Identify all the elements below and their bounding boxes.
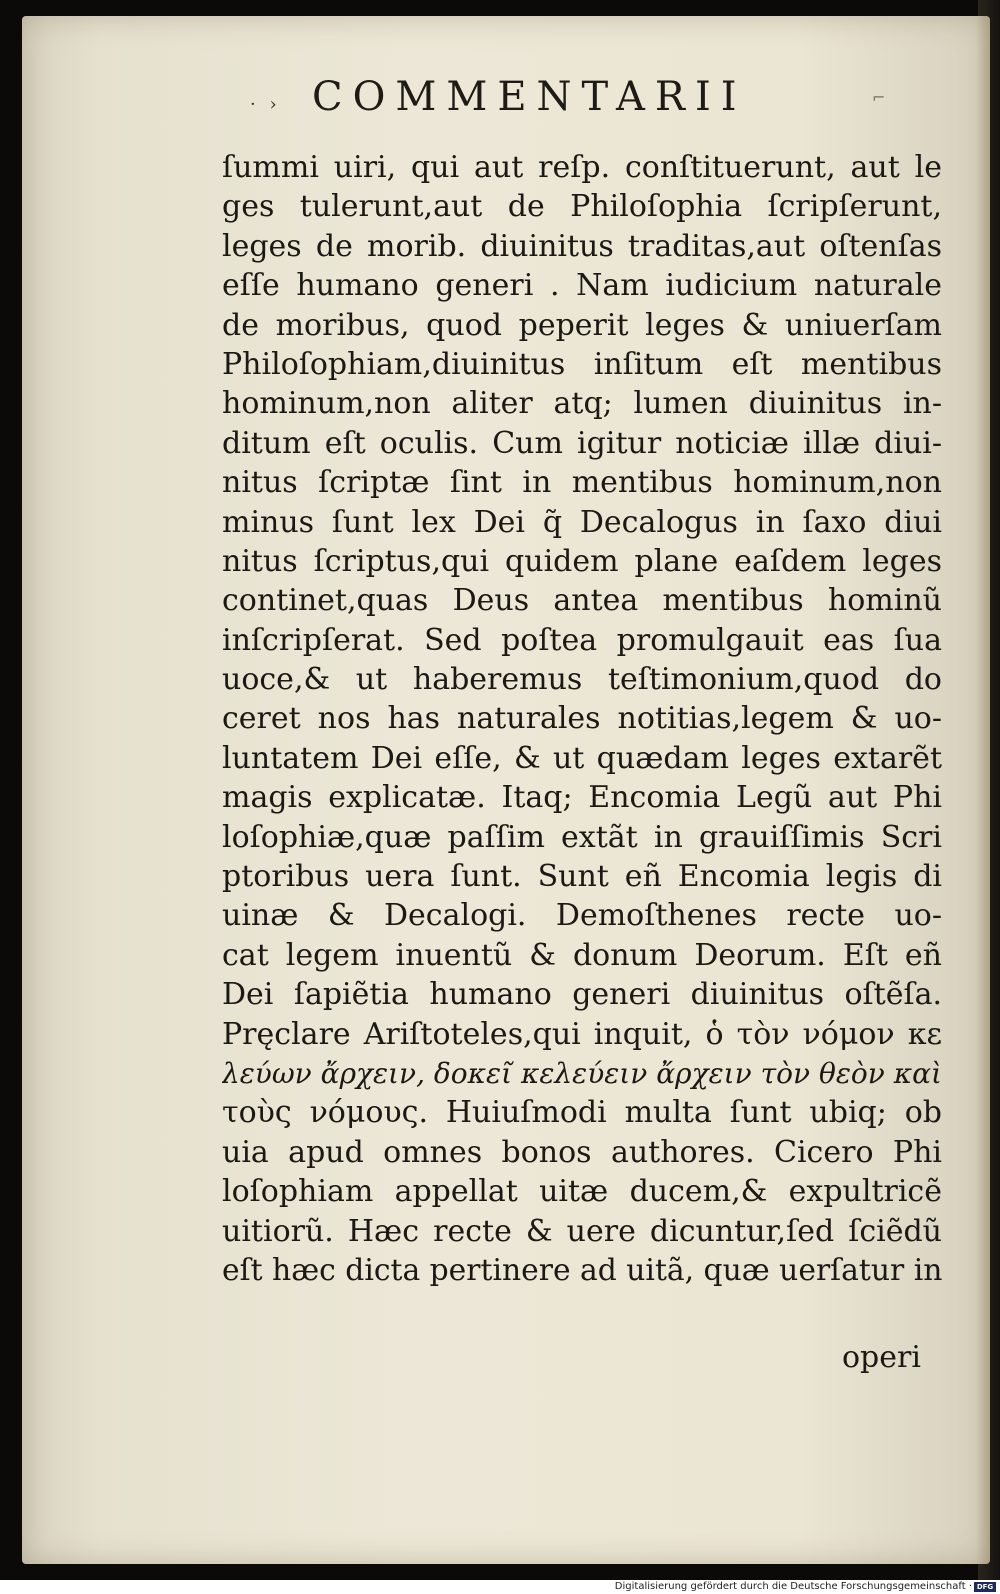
catchword: operi (842, 1340, 921, 1375)
greek-text-line: λεύων ἄρχειν, δοκεῖ κελεύειν ἄρχειν τὸν θεὸν καὶ (222, 1056, 942, 1090)
ornament-right: ⌐ (872, 88, 886, 107)
text-line: cat legem inuentũ & donum Deorum. Eſt eñ (222, 937, 942, 973)
text-line: loſophiam appellat uitæ ducem,& expultricẽ (222, 1174, 942, 1210)
body-text (222, 148, 942, 1290)
text-line: ditum eſt oculis. Cum igitur noticiæ illæ diui- (222, 425, 942, 461)
text-line: nitus ſcriptus,qui quidem plane eaſdem leges (222, 543, 942, 579)
ornament-left: · › (250, 94, 281, 115)
text-line: inſcripſerat. Sed poſtea promulgauit eas ſua (222, 622, 942, 658)
text-line: eſt hæc dicta pertinere ad uitã, quæ uerſatur in (222, 1252, 942, 1288)
text-line: minus ſunt lex Dei q̃ Decalogus in ſaxo diui (222, 504, 942, 540)
text-line: uinæ & Decalogi. Demoſthenes recte uo- (222, 898, 942, 934)
text-line: uoce,& ut haberemus teſtimonium,quod do (222, 662, 942, 698)
text-line: ſummi uiri, qui aut reſp. conſtituerunt, aut le (222, 150, 942, 185)
text-line: Pręclare Ariſtoteles,qui inquit, ὁ τὸν νόμον κε (222, 1016, 942, 1052)
text-line: luntatem Dei eſſe, & ut quædam leges extarẽt (222, 740, 942, 776)
dfg-logo-icon: DFG (974, 1582, 996, 1592)
text-line: de moribus, quod peperit leges & uniuerſam (222, 307, 942, 343)
text-line: uia apud omnes bonos authores. Cicero Phi (222, 1134, 942, 1170)
text-line: Dei ſapiẽtia humano generi diuinitus oſtẽſa. (222, 977, 942, 1013)
running-head: COMMENTARII (312, 74, 747, 120)
text-line: leges de morib. diuinitus traditas,aut oſtenſas (222, 228, 942, 264)
text-line: Philoſophiam,diuinitus inſitum eſt mentibus (222, 346, 942, 382)
footer-bar (0, 1580, 1000, 1594)
text-line: hominum,non aliter atq; lumen diuinitus in- (222, 386, 942, 422)
text-line: ceret nos has naturales notitias,legem & uo- (222, 701, 942, 737)
text-line: magis explicatæ. Itaq; Encomia Legũ aut Phi (222, 780, 942, 816)
text-line: eſſe humano generi . Nam iudicium naturale (222, 268, 942, 304)
text-line: ptoribus uera ſunt. Sunt eñ Encomia legis di (222, 859, 942, 895)
text-line: τοὺς νόμους. Huiuſmodi multa ſunt ubiq; ob (222, 1095, 942, 1131)
text-line: uitiorũ. Hæc recte & uere dicuntur,ſed ſciẽdũ (222, 1213, 942, 1249)
funding-credit: Digitalisierung gefördert durch die Deutsche Forschungsgemeinschaft · (614, 1581, 972, 1592)
text-line: loſophiæ,quæ paſſim extãt in grauiſſimis Scri (222, 819, 942, 855)
page-edge (976, 16, 990, 1564)
text-line: nitus ſcriptæ ſint in mentibus hominum,non (222, 465, 942, 501)
text-line: continet,quas Deus antea mentibus hominũ (222, 583, 942, 619)
text-line: ges tulerunt,aut de Philoſophia ſcripſerunt, (222, 189, 942, 225)
